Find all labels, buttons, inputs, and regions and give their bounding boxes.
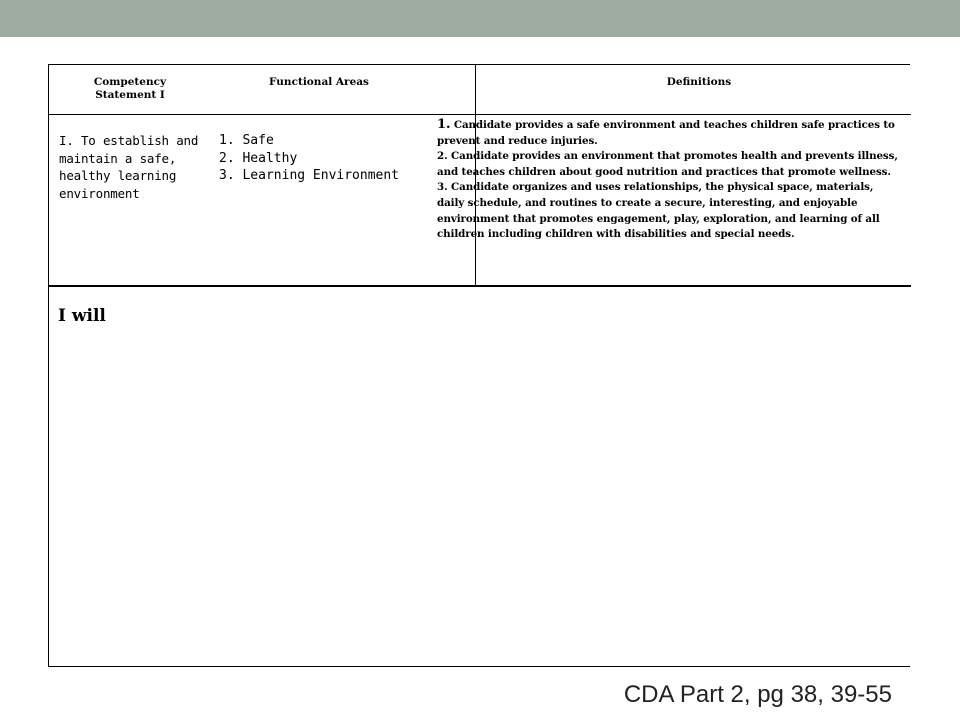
functional-area-item: 3. Learning Environment [219,168,400,183]
competency-statement-text: I. To establish and maintain a safe, healthy learning environment [59,133,199,201]
header-competency-line1: Competency [93,76,167,88]
header-definitions: Definitions [666,76,732,88]
definitions-list [437,117,902,243]
functional-area-item: 1. Safe [219,133,274,148]
definition-number: 3. [437,181,448,194]
source-caption: CDA Part 2, pg 38, 39-55 [623,681,892,708]
definition-item [437,180,902,242]
header-competency-line2: Statement I [95,89,165,101]
functional-area-item: 2. Healthy [219,150,298,166]
definition-text: Candidate provides a safe environment and teaches children safe practices to prevent and reduce injuries. [437,119,895,147]
table-bottom-divider [49,285,911,287]
definition-number: 2. [437,150,448,163]
definition-text: Candidate provides an environment that promotes health and prevents illness, and teaches children about good nutrition and practices that promote wellness. [437,150,898,178]
header-functional-areas: Functional Areas [269,76,369,88]
definition-item [437,117,902,149]
i-will-label: I will [58,306,106,326]
header-row-divider [49,114,911,115]
competency-worksheet [48,64,910,667]
definition-number: 1. [437,117,451,132]
functional-areas-list [219,132,399,185]
definition-text: Candidate organizes and uses relationships, the physical space, materials, daily schedule, and routines to create a secure, interesting, and enjoyable environment that promotes engagement, play, exploration, and learning of all children including children with disabilities and special needs. [437,181,880,241]
header-competency-statement [69,76,191,102]
definition-item [437,149,902,180]
title-bar [0,0,960,37]
